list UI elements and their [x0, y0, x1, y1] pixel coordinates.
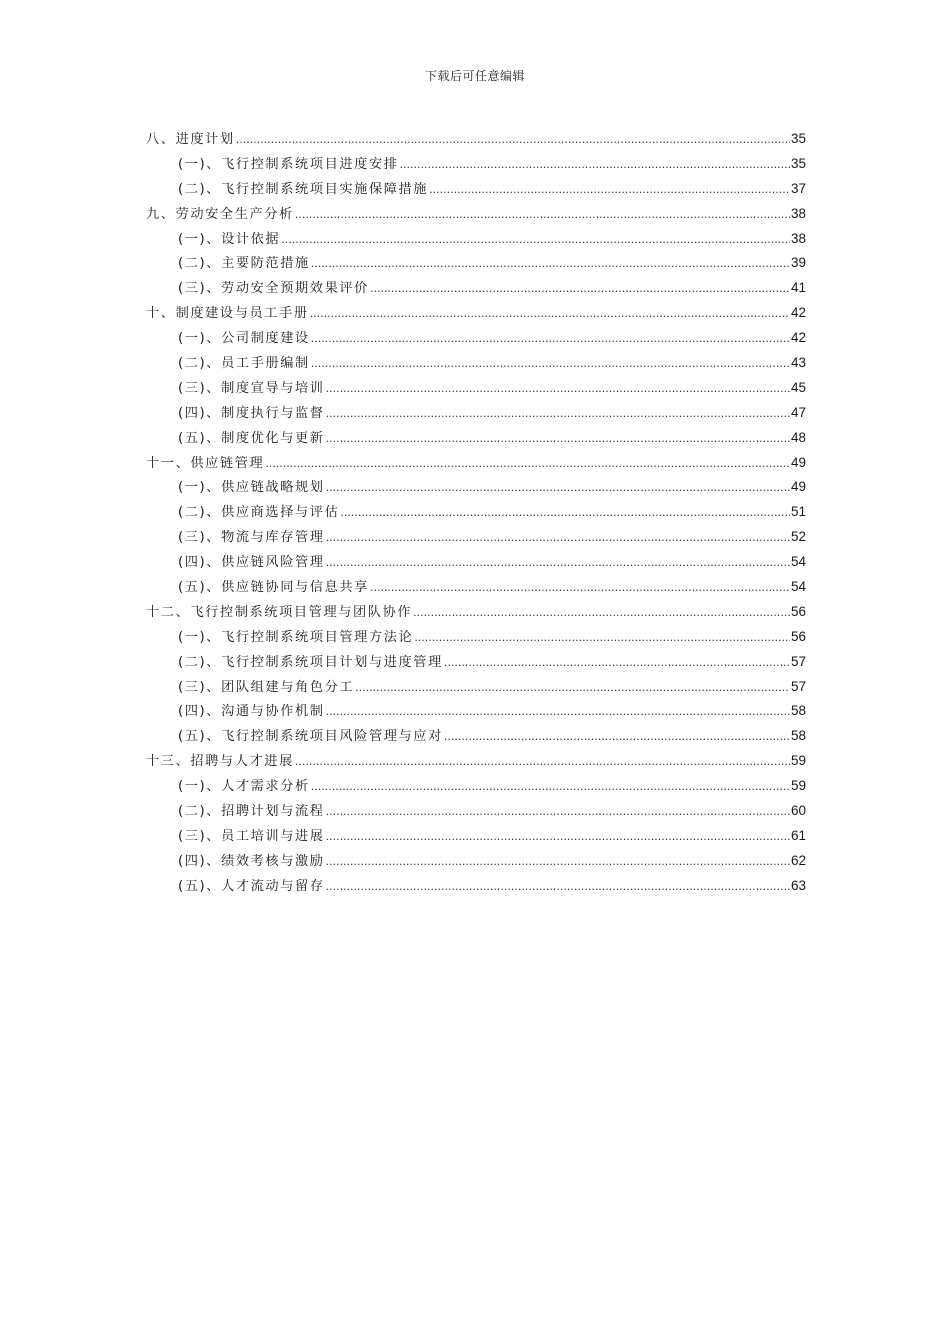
toc-entry-title: 八、进度计划 — [146, 132, 235, 147]
toc-dot-leader — [295, 750, 790, 775]
toc-section-entry[interactable] — [146, 326, 806, 351]
toc-entry-title: (一)、人才需求分析 — [178, 779, 310, 795]
toc-page-number: 59 — [790, 753, 806, 769]
toc-entry-title: 九、劳动安全生产分析 — [146, 206, 294, 222]
toc-chapter-entry[interactable] — [146, 127, 806, 152]
toc-page-number: 49 — [790, 454, 806, 470]
toc-entry-title: (四)、沟通与协作机制 — [178, 704, 325, 720]
toc-section-entry[interactable] — [146, 475, 806, 500]
toc-dot-leader — [311, 327, 790, 352]
toc-dot-leader — [326, 800, 790, 825]
toc-dot-leader — [414, 626, 790, 651]
toc-page-number: 57 — [790, 653, 806, 669]
toc-entry-title: 十一、供应链管理 — [146, 455, 265, 471]
toc-entry-title: 十二、飞行控制系统项目管理与团队协作 — [146, 604, 413, 620]
toc-page-number: 39 — [790, 255, 806, 271]
toc-dot-leader — [326, 476, 790, 501]
toc-section-entry[interactable] — [146, 774, 806, 799]
toc-entry-title: (五)、人才流动与留存 — [178, 878, 325, 894]
toc-entry-title: (一)、飞行控制系统项目进度安排 — [178, 156, 399, 172]
toc-page-number: 59 — [790, 778, 806, 794]
toc-dot-leader — [326, 875, 790, 900]
toc-section-entry[interactable] — [146, 550, 806, 575]
toc-entry-title: (二)、飞行控制系统项目计划与进度管理 — [178, 654, 443, 670]
toc-entry-title: (三)、制度宣导与培训 — [178, 380, 325, 396]
toc-section-entry[interactable] — [146, 401, 806, 426]
toc-dot-leader — [400, 153, 790, 178]
toc-dot-leader — [370, 576, 790, 601]
toc-entry-title: (一)、设计依据 — [178, 231, 281, 247]
toc-dot-leader — [281, 228, 790, 253]
toc-entry-title: (三)、劳动安全预期效果评价 — [178, 281, 369, 297]
toc-chapter-entry[interactable] — [146, 749, 806, 774]
toc-dot-leader — [326, 850, 790, 875]
toc-section-entry[interactable] — [146, 351, 806, 376]
toc-dot-leader — [326, 377, 790, 402]
toc-entry-title: (三)、团队组建与角色分工 — [178, 679, 355, 695]
toc-dot-leader — [444, 651, 790, 676]
toc-dot-leader — [326, 551, 790, 576]
toc-page-number: 38 — [790, 230, 806, 246]
toc-dot-leader — [326, 700, 790, 725]
toc-section-entry[interactable] — [146, 799, 806, 824]
toc-page-number: 56 — [790, 603, 806, 619]
toc-page-number: 43 — [790, 355, 806, 371]
toc-dot-leader — [310, 302, 790, 327]
toc-dot-leader — [326, 402, 790, 427]
toc-page-number: 48 — [790, 429, 806, 445]
toc-dot-leader — [311, 775, 790, 800]
toc-page-number: 56 — [790, 628, 806, 644]
toc-chapter-entry[interactable] — [146, 451, 806, 476]
toc-section-entry[interactable] — [146, 177, 806, 202]
toc-page-number: 58 — [790, 703, 806, 719]
toc-dot-leader — [429, 178, 790, 203]
toc-page-number: 62 — [790, 852, 806, 868]
toc-page-number: 41 — [790, 280, 806, 296]
toc-dot-leader — [326, 526, 790, 551]
toc-section-entry[interactable] — [146, 699, 806, 724]
toc-section-entry[interactable] — [146, 500, 806, 525]
toc-entry-title: (三)、员工培训与进展 — [178, 828, 325, 844]
toc-entry-title: (四)、供应链风险管理 — [178, 555, 325, 571]
toc-section-entry[interactable] — [146, 650, 806, 675]
toc-dot-leader — [340, 501, 790, 526]
toc-entry-title: (三)、物流与库存管理 — [178, 530, 325, 546]
toc-entry-title: (一)、飞行控制系统项目管理方法论 — [178, 629, 414, 645]
toc-dot-leader — [444, 725, 790, 750]
toc-section-entry[interactable] — [146, 849, 806, 874]
toc-dot-leader — [311, 352, 790, 377]
toc-dot-leader — [413, 601, 790, 626]
toc-entry-title: (二)、招聘计划与流程 — [178, 804, 325, 820]
toc-dot-leader — [355, 676, 790, 701]
toc-dot-leader — [295, 203, 790, 228]
toc-entry-title: (一)、公司制度建设 — [178, 331, 310, 347]
toc-section-entry[interactable] — [146, 824, 806, 849]
toc-entry-title: (二)、员工手册编制 — [178, 356, 310, 372]
toc-page-number: 35 — [790, 131, 806, 146]
toc-page-number: 49 — [790, 479, 806, 495]
toc-section-entry[interactable] — [146, 874, 806, 899]
table-of-contents — [146, 127, 806, 899]
toc-page-number: 42 — [790, 330, 806, 346]
toc-section-entry[interactable] — [146, 625, 806, 650]
toc-page-number: 42 — [790, 305, 806, 321]
toc-page-number: 54 — [790, 579, 806, 595]
toc-entry-title: (二)、主要防范措施 — [178, 256, 310, 272]
toc-entry-title: (五)、飞行控制系统项目风险管理与应对 — [178, 729, 443, 745]
toc-page-number: 61 — [790, 827, 806, 843]
toc-entry-title: (四)、制度执行与监督 — [178, 405, 325, 421]
toc-section-entry[interactable] — [146, 426, 806, 451]
toc-page-number: 51 — [790, 504, 806, 520]
toc-section-entry[interactable] — [146, 675, 806, 700]
toc-chapter-entry[interactable] — [146, 202, 806, 227]
toc-section-entry[interactable] — [146, 276, 806, 301]
toc-entry-title: (二)、飞行控制系统项目实施保障措施 — [178, 181, 429, 197]
toc-page-number: 47 — [790, 404, 806, 420]
toc-dot-leader — [370, 277, 790, 302]
toc-section-entry[interactable] — [146, 251, 806, 276]
toc-dot-leader — [326, 825, 790, 850]
toc-entry-title: (五)、供应链协同与信息共享 — [178, 580, 369, 596]
toc-dot-leader — [326, 427, 790, 452]
toc-entry-title: (五)、制度优化与更新 — [178, 430, 325, 446]
toc-page-number: 60 — [790, 803, 806, 819]
toc-page-number: 54 — [790, 554, 806, 570]
toc-section-entry[interactable] — [146, 376, 806, 401]
toc-page-number: 63 — [790, 877, 806, 893]
toc-chapter-entry[interactable] — [146, 301, 806, 326]
toc-section-entry[interactable] — [146, 152, 806, 177]
toc-page-number: 52 — [790, 529, 806, 545]
toc-page-number: 37 — [790, 180, 806, 196]
toc-entry-title: (一)、供应链战略规划 — [178, 480, 325, 496]
toc-page-number: 45 — [790, 379, 806, 395]
page-header: 下载后可任意编辑 — [424, 69, 525, 83]
toc-entry-title: 十、制度建设与员工手册 — [146, 306, 309, 322]
toc-page-number: 38 — [790, 205, 806, 221]
toc-dot-leader — [265, 452, 790, 477]
toc-page-number: 58 — [790, 728, 806, 744]
toc-page-number: 35 — [790, 155, 806, 171]
toc-section-entry[interactable] — [146, 724, 806, 749]
toc-section-entry[interactable] — [146, 525, 806, 550]
toc-dot-leader — [236, 128, 790, 153]
toc-entry-title: (四)、绩效考核与激励 — [178, 853, 325, 869]
toc-section-entry[interactable] — [146, 575, 806, 600]
toc-entry-title: 十三、招聘与人才进展 — [146, 754, 294, 770]
toc-section-entry[interactable] — [146, 227, 806, 252]
toc-dot-leader — [311, 252, 790, 277]
toc-page-number: 57 — [790, 678, 806, 694]
toc-entry-title: (二)、供应商选择与评估 — [178, 505, 340, 521]
toc-chapter-entry[interactable] — [146, 600, 806, 625]
